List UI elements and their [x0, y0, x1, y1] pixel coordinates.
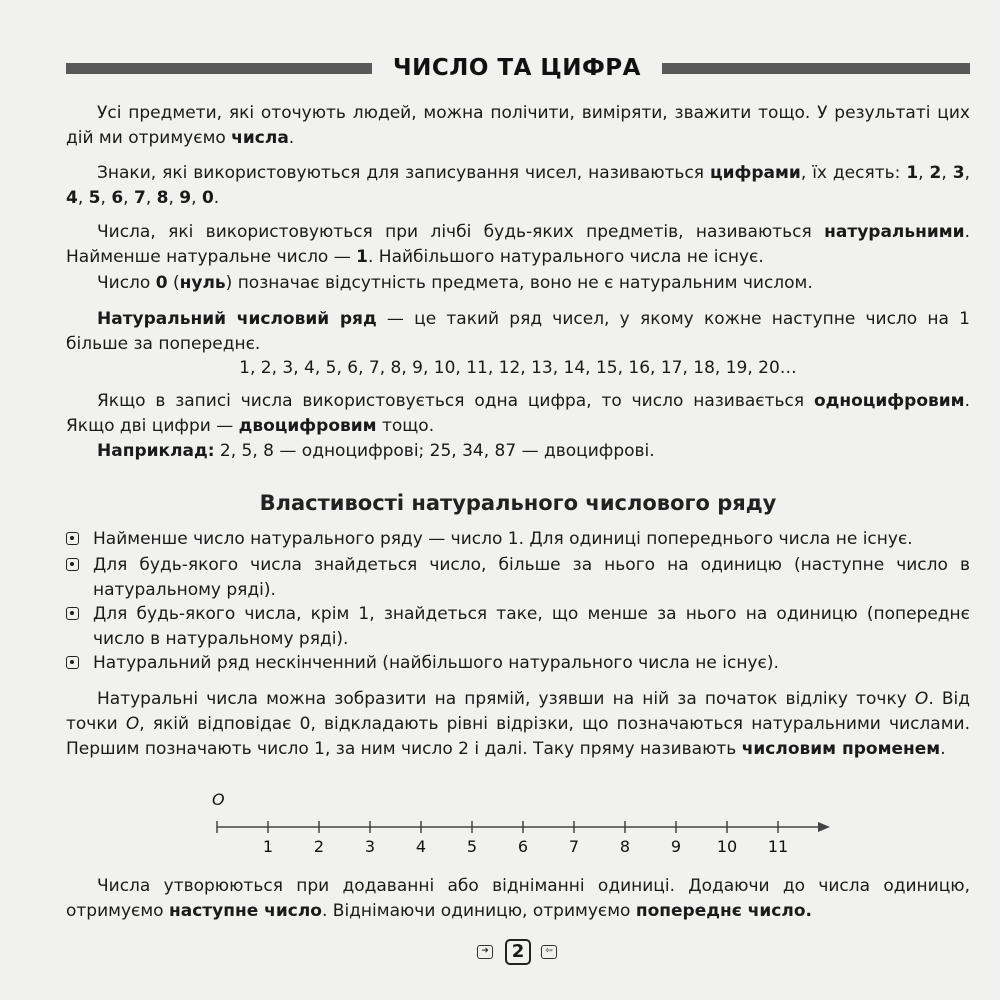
- list-item: [66, 602, 970, 652]
- tick-label: 10: [716, 837, 738, 856]
- list-item-text: Для будь-якого числа, крім 1, знайдеться таке, що менше за нього на одиницю (попереднє число в натуральному ряді).: [93, 604, 970, 649]
- paragraph-5: [66, 307, 970, 357]
- p4-text: Число: [97, 273, 156, 293]
- paragraph-8: [66, 874, 970, 924]
- digit: 7: [133, 188, 146, 208]
- tick-label: 9: [670, 837, 682, 856]
- digit: 9: [179, 188, 192, 208]
- tick-label: 5: [466, 837, 478, 856]
- paragraph-1: [66, 101, 970, 151]
- p8-text: Числа утворюються при додаванні або відніманні одиниці. Додаючи до числа одиницю, отримуємо: [66, 876, 970, 921]
- list-item-text: Найменше число натурального ряду — число 1. Для одиниці попереднього числа не існує.: [93, 529, 913, 549]
- bullet-icon: [66, 607, 79, 620]
- digit: 3: [952, 163, 965, 183]
- origin-label: O: [212, 790, 225, 809]
- arrow-head-icon: [818, 822, 830, 832]
- number-line: [200, 785, 840, 865]
- natural-sequence: 1, 2, 3, 4, 5, 6, 7, 8, 9, 10, 11, 12, 13, 14, 15, 16, 17, 18, 19, 20…: [239, 358, 797, 378]
- paragraph-3: [66, 220, 970, 270]
- tick-label: 4: [415, 837, 427, 856]
- p7-term: числовим променем: [741, 739, 941, 759]
- p6-term: одноцифровим: [813, 391, 965, 411]
- title-bar-right: [662, 63, 970, 74]
- p7-text-3: , якій відповідає 0, відкладають рівні відрізки, що позначаються натуральними числами. Першим позначають число 1, за ним число 2 і далі. Таку пряму називають: [66, 714, 970, 759]
- p2-text-2: , їх десять:: [800, 163, 907, 183]
- arrow-left-icon[interactable]: ⇦: [541, 945, 557, 959]
- list-item: [66, 651, 970, 676]
- p2-text: Знаки, які використовуються для записування чисел, називаються: [97, 163, 710, 183]
- p5-text: — це такий ряд чисел, у якому кожне наступне число на 1 більше за попереднє.: [66, 309, 970, 354]
- p7-point-2: O: [125, 714, 140, 734]
- p3-term: натуральними: [824, 222, 965, 242]
- paragraph-2: Знаки, які використовуються для записування чисел, називаються цифрами, їх десять: 1, 2, 3, 4, 5, 6, 7, 8, 9, 0.: [66, 163, 971, 208]
- tick-label: 3: [364, 837, 376, 856]
- list-item-text: Натуральний ряд нескінченний (найбільшого натурального числа не існує).: [93, 653, 779, 673]
- p1-term: числа: [231, 128, 289, 148]
- digit: 8: [156, 188, 169, 208]
- paragraph-6: [66, 389, 970, 439]
- p4-term: нуль: [179, 273, 226, 293]
- list-item: [66, 553, 970, 603]
- list-item-text: Для будь-якого числа знайдеться число, більше за нього на одиницю (наступне число в натуральному ряді).: [93, 555, 970, 600]
- p7-point: O: [914, 689, 929, 709]
- p6-text-2: . Якщо дві цифри —: [66, 391, 970, 436]
- p8-term-2: попереднє число.: [635, 901, 812, 921]
- p5-term: Натуральний числовий ряд: [97, 309, 377, 329]
- tick-label: 1: [262, 837, 274, 856]
- p4-end: ) позначає відсутність предмета, воно не є натуральним числом.: [225, 273, 813, 293]
- tick-label: 6: [517, 837, 529, 856]
- p1-text: Усі предмети, які оточують людей, можна полічити, виміряти, зважити тощо. У результаті цих дій ми отримуємо: [66, 103, 970, 148]
- p3-number: 1: [356, 247, 368, 267]
- section-title: Властивості натурального числового ряду: [259, 491, 777, 515]
- p6-end: тощо.: [376, 416, 435, 436]
- list-item: [66, 527, 970, 552]
- p3-end: . Найбільшого натурального числа не існує.: [368, 247, 764, 267]
- tick-label: 8: [619, 837, 631, 856]
- p2-term: цифрами: [710, 163, 801, 183]
- page-title: ЧИСЛО ТА ЦИФРА: [393, 55, 641, 81]
- title-bar-left: [66, 63, 372, 74]
- bullet-icon: [66, 558, 79, 571]
- title-row: [66, 54, 970, 82]
- tick-label: 11: [767, 837, 789, 856]
- page-number: 2: [505, 939, 531, 965]
- bullet-icon: [66, 532, 79, 545]
- p7-end: .: [940, 739, 946, 759]
- digit: 5: [88, 188, 101, 208]
- digit: 0: [201, 188, 214, 208]
- digit: 1: [906, 163, 919, 183]
- digit: 2: [929, 163, 942, 183]
- p4-zero: 0: [155, 273, 168, 293]
- p2-end: .: [213, 188, 220, 208]
- p1-end: .: [288, 128, 295, 148]
- p8-term: наступне число: [169, 901, 322, 921]
- p8-text-2: . Віднімаючи одиницю, отримуємо: [321, 901, 636, 921]
- p6-text: Якщо в записі числа використовується одна цифра, то число називається: [97, 391, 814, 411]
- p4-paren: (: [167, 273, 180, 293]
- digit: 6: [111, 188, 124, 208]
- tick-label: 2: [313, 837, 325, 856]
- p7-text: Натуральні числа можна зобразити на прямій, узявши на ній за початок відліку точку: [97, 689, 915, 709]
- arrow-right-icon[interactable]: ➜: [477, 945, 493, 959]
- p6-term-2: двоцифровим: [238, 416, 377, 436]
- digit: 4: [66, 188, 78, 208]
- paragraph-7: [66, 687, 970, 762]
- example: [66, 439, 970, 464]
- paragraph-4: [66, 271, 970, 296]
- example-text: 2, 5, 8 — одноцифрові; 25, 34, 87 — двоцифрові.: [214, 441, 655, 461]
- example-label: Наприклад:: [97, 441, 215, 461]
- tick-label: 7: [568, 837, 580, 856]
- p3-text-2: . Найменше натуральне число —: [66, 222, 970, 267]
- page-footer: [0, 938, 1000, 968]
- p3-text: Числа, які використовуються при лічбі будь-яких предметів, називаються: [97, 222, 825, 242]
- p7-text-2: . Від точки: [66, 689, 970, 734]
- bullet-icon: [66, 656, 79, 669]
